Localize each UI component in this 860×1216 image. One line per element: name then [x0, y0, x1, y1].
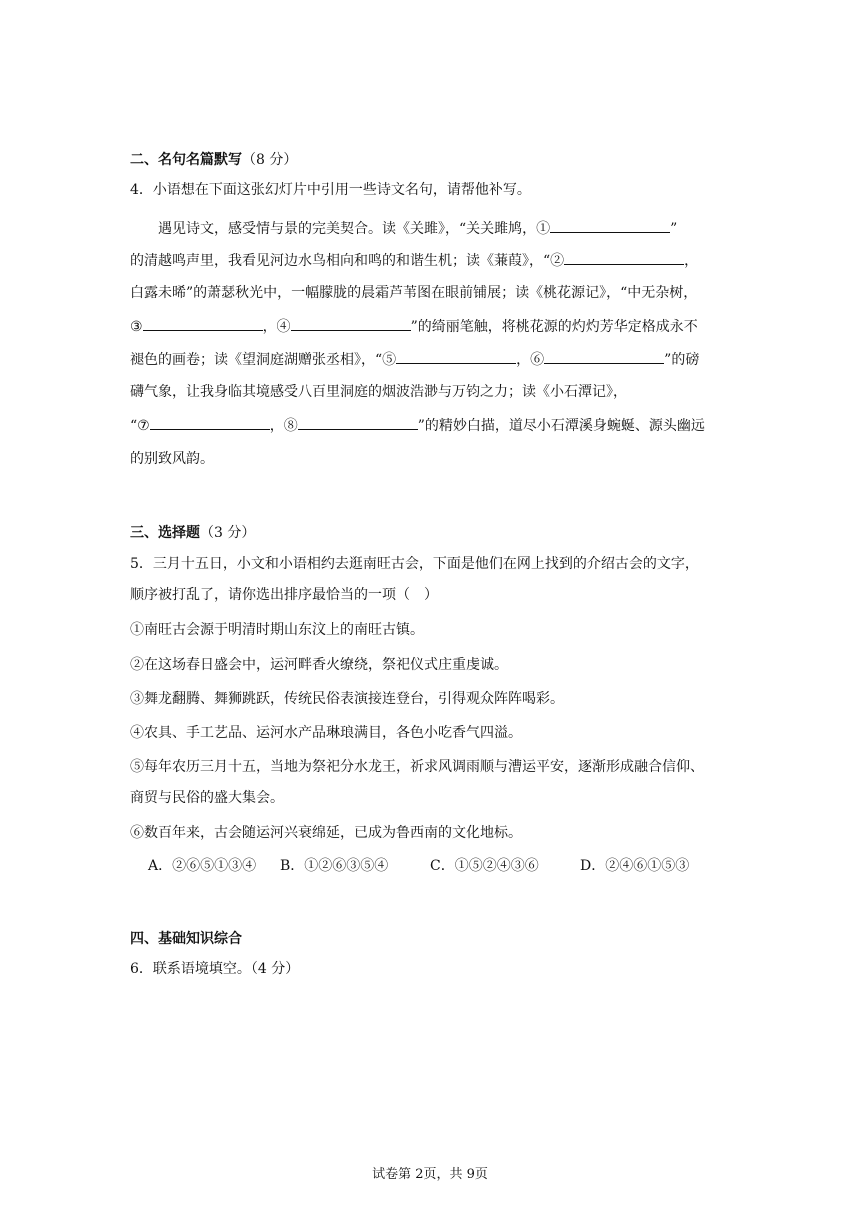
page-footer: 试卷第 2页，共 9页: [372, 1167, 488, 1182]
section-2-score: （8 分）: [242, 152, 298, 168]
poem-text: ，: [684, 253, 699, 269]
poem-text: 的清越鸣声里，我看见河边水鸟相向和鸣的和谐生机；读《蒹葭》，“②: [130, 253, 565, 269]
option-c[interactable]: C．①⑤②④③⑥: [430, 858, 539, 874]
answer-blank-6[interactable]: [544, 349, 664, 364]
poem-line-7: [130, 415, 705, 436]
section-2-title: 二、名句名篇默写: [130, 152, 242, 168]
list-item: ④农具、手工艺品、运河水产品琳琅满目，各色小吃香气四溢。: [130, 725, 522, 741]
question-4-prompt: 4．小语想在下面这张幻灯片中引用一些诗文名句，请帮他补写。: [130, 182, 531, 198]
poem-text: ”的精妙白描，道尽小石潭溪身蜿蜒、源头幽远: [417, 418, 705, 434]
answer-blank-1[interactable]: [550, 218, 670, 233]
option-b[interactable]: B．①②⑥③⑤④: [280, 858, 389, 874]
list-item: ①南旺古会源于明清时期山东汶上的南旺古镇。: [130, 622, 424, 638]
list-item: ③舞龙翻腾、舞狮跳跃，传统民俗表演接连登台，引得观众阵阵喝彩。: [130, 691, 564, 707]
poem-line-6: 礴气象，让我身临其境感受八百里洞庭的烟波浩渺与万钧之力；读《小石潭记》，: [130, 384, 627, 400]
answer-blank-2[interactable]: [564, 250, 684, 265]
poem-line-2: [130, 250, 698, 271]
poem-text: 褪色的画卷；读《望洞庭湖赠张丞相》，“⑤: [130, 352, 397, 368]
option-a[interactable]: A．②⑥⑤①③④: [148, 858, 257, 874]
poem-text: 遇见诗文，感受情与景的完美契合。读《关雎》，“关关雎鸠，①: [158, 221, 551, 237]
list-item: ②在这场春日盛会中，运河畔香火缭绕，祭祀仪式庄重虔诚。: [130, 657, 508, 673]
poem-line-5: [130, 349, 699, 370]
question-5-line-2: 顺序被打乱了，请你选出排序最恰当的一项（ ）: [130, 587, 438, 603]
option-d[interactable]: D．②④⑥①⑤③: [580, 858, 690, 874]
section-4-heading: 四、基础知识综合: [130, 931, 242, 947]
list-item-continued: 商贸与民俗的盛大集会。: [130, 790, 284, 806]
poem-line-8: 的别致风韵。: [130, 451, 214, 467]
poem-text: ”: [670, 221, 678, 237]
answer-blank-4[interactable]: [291, 316, 411, 331]
poem-text: ，⑥: [516, 352, 545, 368]
list-item: ⑤每年农历三月十五，当地为祭祀分水龙王，祈求风调雨顺与漕运平安，逐渐形成融合信仰、: [130, 759, 704, 775]
question-5-line-1: 5．三月十五日，小文和小语相约去逛南旺古会，下面是他们在网上找到的介绍古会的文字，: [130, 556, 699, 572]
poem-text: ”的磅: [664, 352, 700, 368]
poem-text: ③: [130, 319, 143, 335]
poem-line-4: [130, 316, 698, 337]
section-2-heading: [130, 150, 297, 170]
poem-text: ，④: [262, 319, 291, 335]
poem-text: ，⑧: [269, 418, 298, 434]
poem-line-1: [158, 218, 677, 239]
poem-text: ”的绮丽笔触，将桃花源的灼灼芳华定格成永不: [410, 319, 698, 335]
answer-blank-3[interactable]: [143, 316, 263, 331]
section-3-score: （3 分）: [200, 525, 256, 541]
poem-line-3: 白露未晞”的萧瑟秋光中，一幅朦胧的晨霜芦苇图在眼前铺展；读《桃花源记》，“中无杂树，: [130, 285, 698, 301]
question-6-prompt: 6．联系语境填空。（4 分）: [130, 961, 300, 977]
answer-blank-5[interactable]: [396, 349, 516, 364]
list-item: ⑥数百年来，古会随运河兴衰绵延，已成为鲁西南的文化地标。: [130, 825, 522, 841]
poem-text: “⑦: [130, 418, 150, 434]
answer-blank-7[interactable]: [150, 415, 270, 430]
answer-blank-8[interactable]: [298, 415, 418, 430]
section-3-heading: [130, 523, 255, 543]
section-3-title: 三、选择题: [130, 525, 200, 541]
